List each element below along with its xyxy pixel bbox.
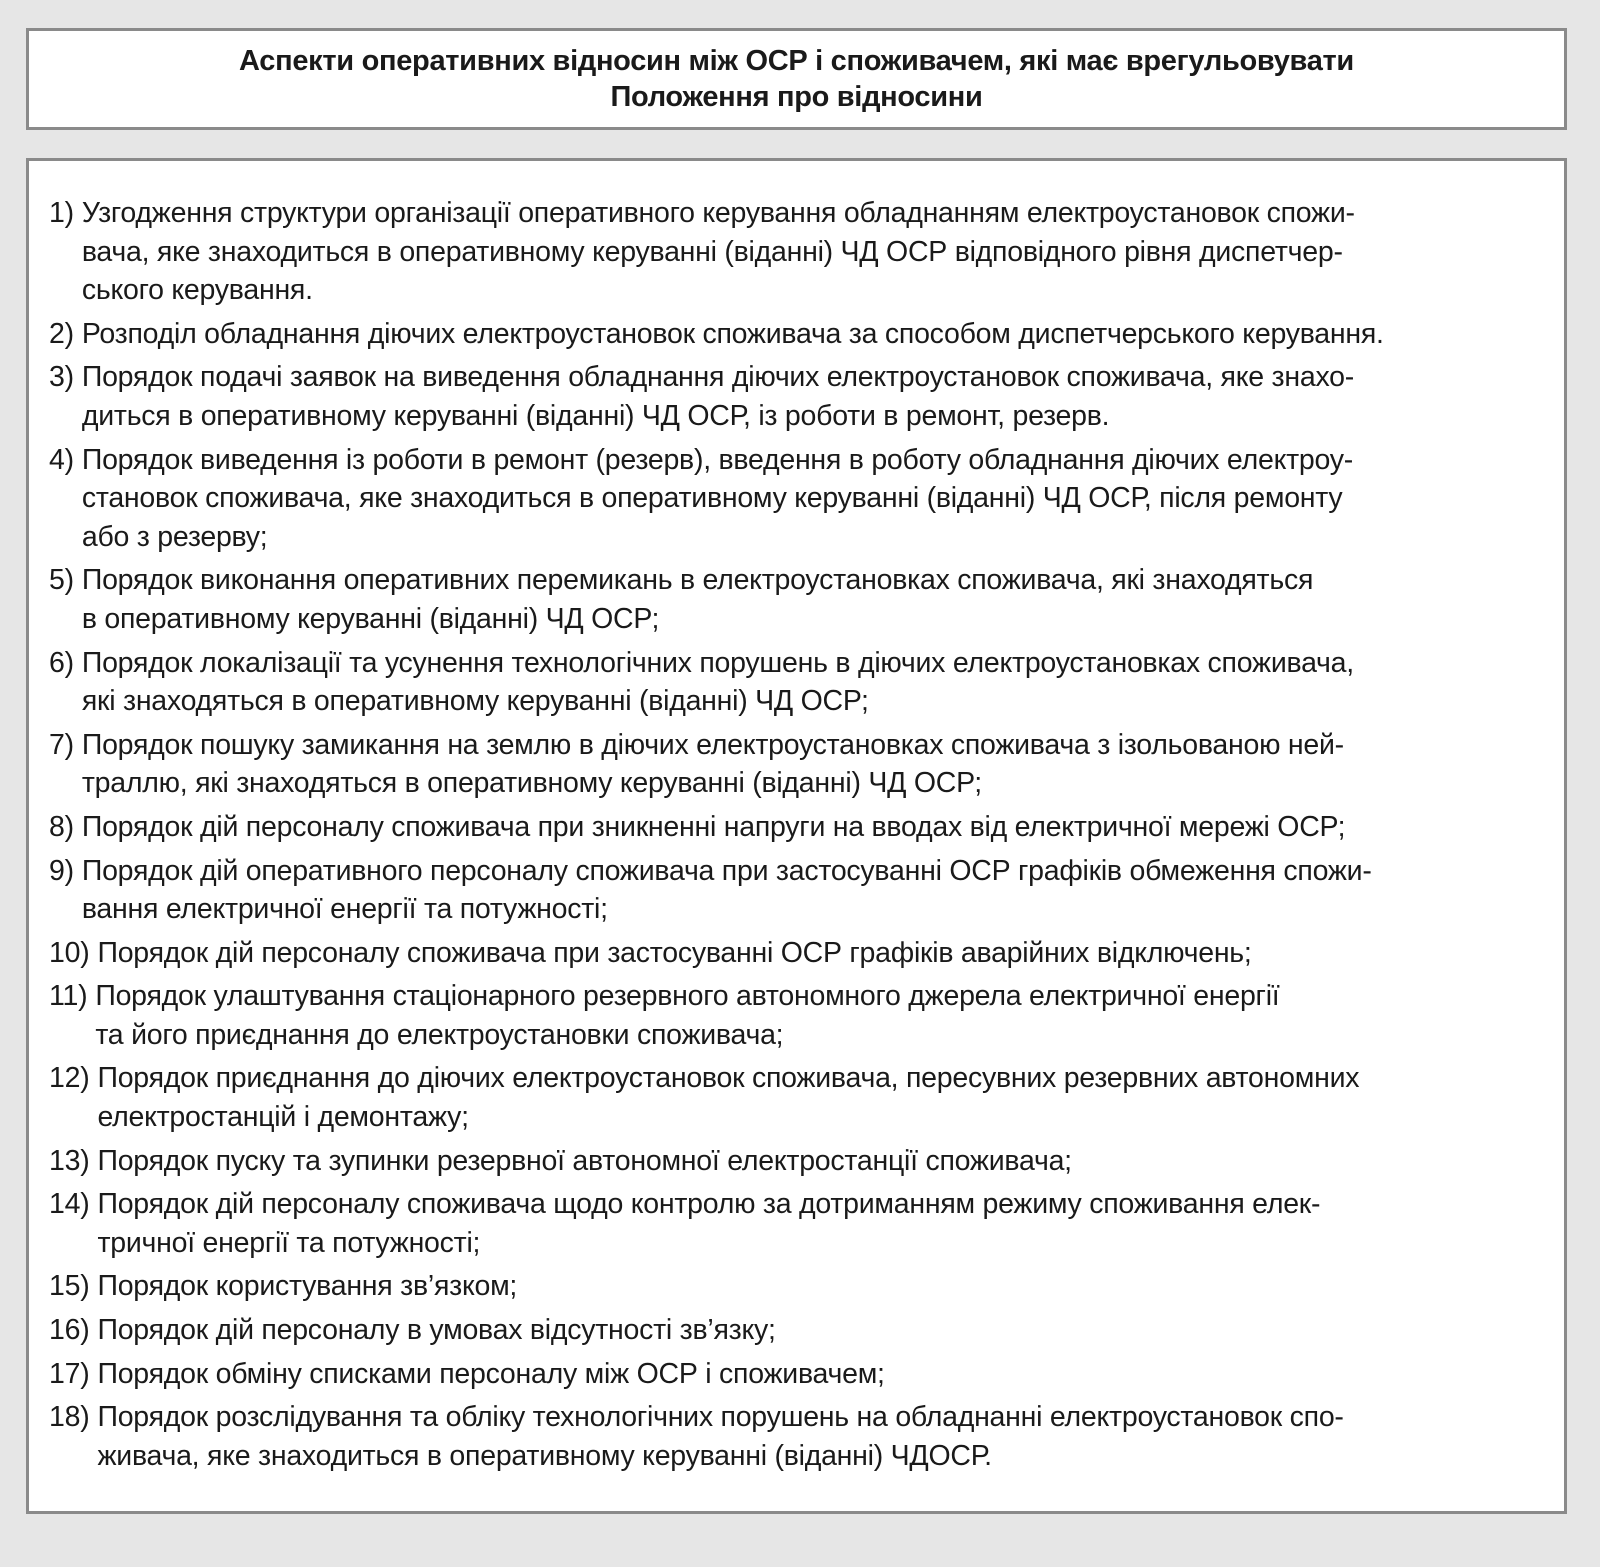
list-item-number: 1) (49, 197, 74, 229)
list-item-number: 4) (49, 443, 74, 476)
list-item (49, 977, 1534, 1054)
list-item (49, 852, 1534, 929)
list-item (49, 358, 1534, 435)
list-item-line: становок споживача, яке знаходиться в оперативному керуванні (віданні) ЧД ОСР, після ремонту (81, 482, 1343, 515)
list-item-number: 9) (49, 854, 74, 887)
list-item-number: 15) (49, 1270, 90, 1303)
list-item-number: 13) (49, 1144, 90, 1177)
list-item-text (82, 808, 1534, 847)
list-item-text (82, 561, 1534, 638)
list-item-number: 17) (49, 1357, 90, 1390)
list-item-text (97, 1311, 1534, 1350)
list-item-line: Порядок улаштування стаціонарного резервного автономного джерела електричної енергії (95, 980, 1280, 1013)
list-item-text (97, 1142, 1534, 1181)
list-item-number: 8) (49, 810, 74, 843)
list-item (49, 808, 1534, 847)
list-item-line: вання електричної енергії та потужності; (81, 893, 608, 926)
list-item (49, 1398, 1534, 1475)
list-item-number: 16) (49, 1314, 90, 1347)
numbered-list (49, 194, 1534, 1475)
title-line-2: Положення про відносини (610, 81, 983, 113)
list-item-line: Порядок пуску та зупинки резервної автономної електростанції споживача; (97, 1144, 1072, 1177)
list-item (49, 644, 1534, 721)
list-item-text (95, 977, 1534, 1054)
list-item-text (97, 1267, 1534, 1306)
list-item-line: Порядок дій персоналу споживача щодо контролю за дотриманням режиму споживання елек- (97, 1188, 1321, 1221)
list-item-line: Порядок дій оперативного персоналу споживача при застосуванні ОСР графіків обмеження спожи- (81, 854, 1372, 887)
list-item-line: Розподіл обладнання діючих електроустановок споживача за способом диспетчерського керування. (81, 317, 1384, 350)
list-item (49, 315, 1534, 354)
list-item-number: 10) (49, 936, 90, 969)
list-item-line: та його приєднання до електроустановки споживача; (95, 1018, 784, 1051)
list-item-line: або з резерву; (81, 520, 268, 553)
list-item-line: Порядок дій персоналу в умовах відсутності зв’язку; (97, 1314, 776, 1347)
list-item-line: Порядок дій персоналу споживача при застосуванні ОСР графіків аварійних відключень; (97, 936, 1252, 969)
list-item (49, 441, 1534, 557)
list-item-number: 7) (49, 728, 74, 761)
list-item-text (97, 1059, 1534, 1136)
list-item-line: Порядок виведення із роботи в ремонт (резерв), введення в роботу обладнання діючих електроу- (81, 443, 1354, 476)
list-item-line: Порядок дій персоналу споживача при зникненні напруги на вводах від електричної мережі ОСР; (81, 810, 1346, 843)
list-item-line: траллю, які знаходяться в оперативному керуванні (віданні) ЧД ОСР; (81, 767, 982, 800)
list-item-number: 14) (49, 1188, 90, 1221)
list-item-number: 6) (49, 646, 74, 679)
list-item (49, 1142, 1534, 1181)
list-item-text (97, 934, 1534, 973)
list-item-text (82, 194, 1534, 310)
list-item-text (82, 852, 1534, 929)
list-item-number: 2) (49, 317, 74, 350)
list-item-line: Порядок локалізації та усунення технологічних порушень в діючих електроустановках споживача, (81, 646, 1354, 679)
title-line-1: Аспекти оперативних відносин між ОСР і споживачем, які має врегульовувати (239, 45, 1354, 77)
list-item-text (82, 315, 1534, 354)
list-item-line: тричної енергії та потужності; (97, 1226, 481, 1259)
list-item-text (82, 644, 1534, 721)
list-item-line: Порядок пошуку замикання на землю в діючих електроустановках споживача з ізольованою ней- (81, 728, 1344, 761)
list-item-text (82, 726, 1534, 803)
list-item-line: Порядок виконання оперативних перемикань в електроустановках споживача, які знаходяться (81, 564, 1314, 597)
content-box (26, 158, 1567, 1514)
list-item-line: в оперативному керуванні (віданні) ЧД ОСР; (81, 602, 660, 635)
list-item-text (97, 1185, 1534, 1262)
list-item-line: Узгодження структури організації оперативного керування обладнанням електроустановок спожи- (81, 197, 1355, 229)
list-item-line: ського керування. (81, 274, 313, 307)
list-item-line: живача, яке знаходиться в оперативному керуванні (віданні) ЧДОСР. (97, 1439, 992, 1472)
list-item-line: Порядок користування зв’язком; (97, 1270, 518, 1303)
list-item-number: 3) (49, 361, 74, 394)
list-item (49, 726, 1534, 803)
list-item-number: 12) (49, 1062, 90, 1095)
list-item-number: 5) (49, 564, 74, 597)
list-item (49, 1059, 1534, 1136)
list-item-text (82, 441, 1534, 557)
list-item-line: Порядок приєднання до діючих електроустановок споживача, пересувних резервних автономних (97, 1062, 1360, 1095)
list-item (49, 1311, 1534, 1350)
list-item-line: вача, яке знаходиться в оперативному керуванні (віданні) ЧД ОСР відповідного рівня диспетчер- (81, 235, 1343, 268)
list-item (49, 194, 1534, 310)
list-item-line: електростанцій і демонтажу; (97, 1101, 469, 1134)
title-box (26, 28, 1567, 130)
list-item-text (97, 1398, 1534, 1475)
list-item (49, 561, 1534, 638)
list-item-text (97, 1355, 1534, 1394)
list-item (49, 934, 1534, 973)
list-item (49, 1355, 1534, 1394)
list-item-line: диться в оперативному керуванні (віданні) ЧД ОСР, із роботи в ремонт, резерв. (81, 399, 1110, 432)
list-item-number: 11) (49, 980, 88, 1013)
list-item (49, 1267, 1534, 1306)
list-item-line: які знаходяться в оперативному керуванні (віданні) ЧД ОСР; (81, 685, 869, 718)
list-item (49, 1185, 1534, 1262)
list-item-line: Порядок подачі заявок на виведення обладнання діючих електроустановок споживача, яке знахо- (81, 361, 1354, 394)
list-item-text (82, 358, 1534, 435)
list-item-number: 18) (49, 1401, 90, 1434)
list-item-line: Порядок розслідування та обліку технологічних порушень на обладнанні електроустановок спо- (97, 1401, 1344, 1434)
list-item-line: Порядок обміну списками персоналу між ОСР і споживачем; (97, 1357, 885, 1390)
